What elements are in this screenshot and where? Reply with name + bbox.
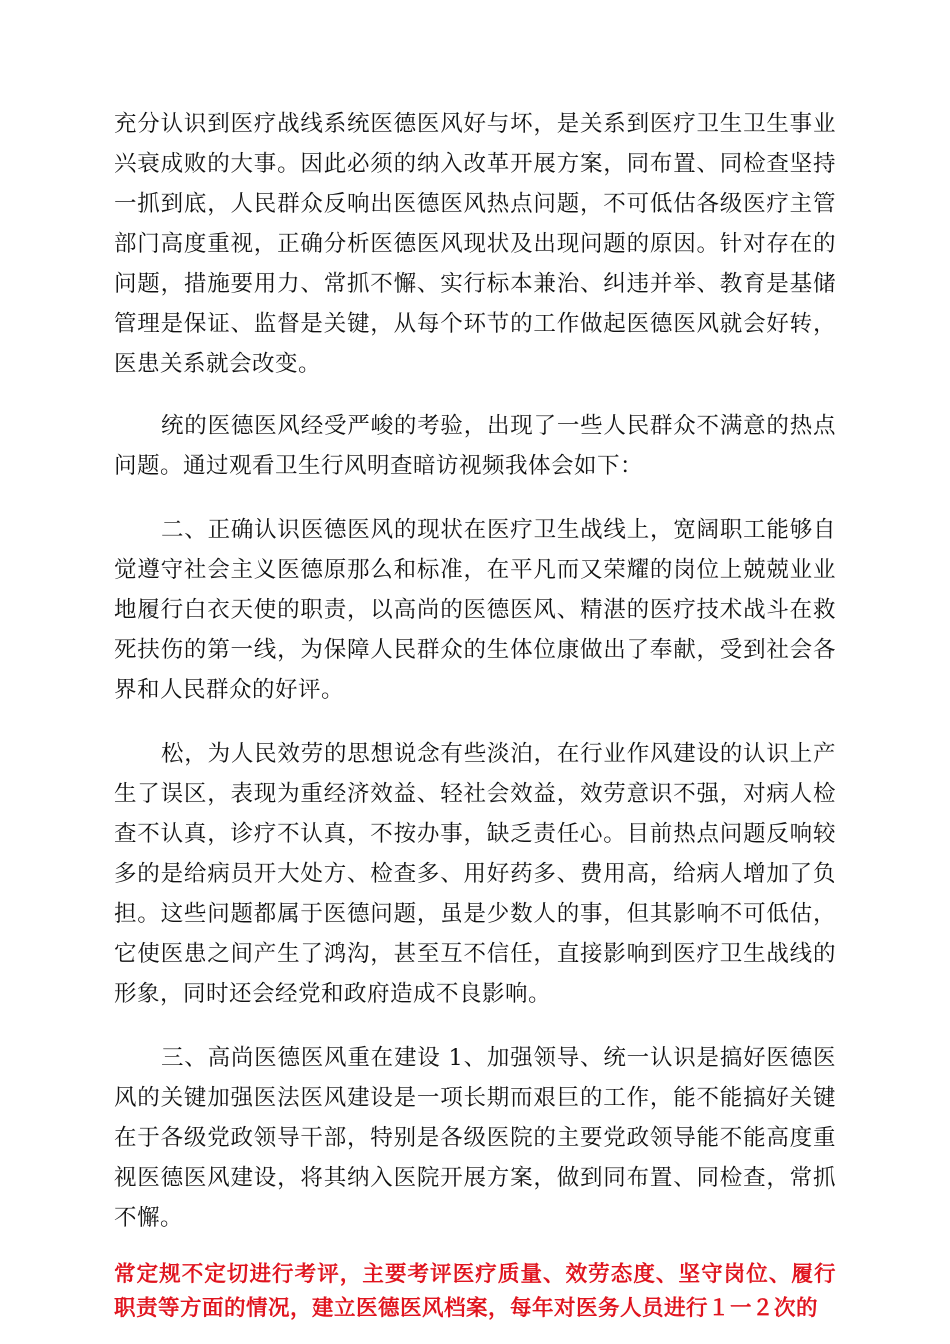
paragraph-1: 充分认识到医疗战线系统医德医风好与坏，是关系到医疗卫生卫生事业兴衰成败的大事。因此必须的纳入改革开展方案，同布置、同检查坚持一抓到底，人民群众反响出医德医风热点问题，不可低估各级医疗主管部门高度重视，正确分析医德医风现状及出现问题的原因。针对存在的问题，措施要用力、常抓不懈、实行标本兼治、纠违并举、教育是基储管理是保证、监督是关键，从每个环节的工作做起医德医风就会好转，医患关系就会改变。 bbox=[114, 111, 836, 377]
paragraph-3: 二、正确认识医德医风的现状在医疗卫生战线上，宽阔职工能够自觉遵守社会主义医德原那么和标准，在平凡而又荣耀的岗位上兢兢业业地履行白衣天使的职责，以高尚的医德医风、精湛的医疗技术战斗在救死扶伤的第一线，为保障人民群众的生体位康做出了奉献，受到社会各界和人民群众的好评。 bbox=[114, 517, 836, 703]
highlighted-paragraph: 常定规不定切进行考评，主要考评医疗质量、效劳态度、坚守岗位、履行职责等方面的情况，建立医德医风档案，每年对医务人员进行１一２次的 bbox=[114, 1262, 836, 1321]
paragraph-4: 松，为人民效劳的思想说念有些淡泊，在行业作风建设的认识上产生了误区，表现为重经济效益、轻社会效益，效劳意识不强，对病人检查不认真，诊疗不认真，不按办事，缺乏责任心。目前热点问题反响较多的是给病员开大处方、检查多、用好药多、费用高，给病人增加了负担。这些问题都属于医德问题，虽是少数人的事，但其影响不可低估，它使医患之间产生了鸿沟，甚至互不信任，直接影响到医疗卫生战线的形象，同时还会经党和政府造成不良影响。 bbox=[114, 741, 836, 1007]
document-body bbox=[114, 104, 836, 1326]
paragraph-2: 统的医德医风经受严峻的考验，出现了一些人民群众不满意的热点问题。通过观看卫生行风明查暗访视频我体会如下： bbox=[114, 413, 836, 479]
paragraph-5: 三、高尚医德医风重在建设 1、加强领导、统一认识是搞好医德医风的关键加强医法医风建设是一项长期而艰巨的工作，能不能搞好关键在于各级党政领导干部，特别是各级医院的主要党政领导能不能高度重视医德医风建设，将其纳入医院开展方案，做到同布置、同检查，常抓不懈。 bbox=[114, 1045, 836, 1231]
